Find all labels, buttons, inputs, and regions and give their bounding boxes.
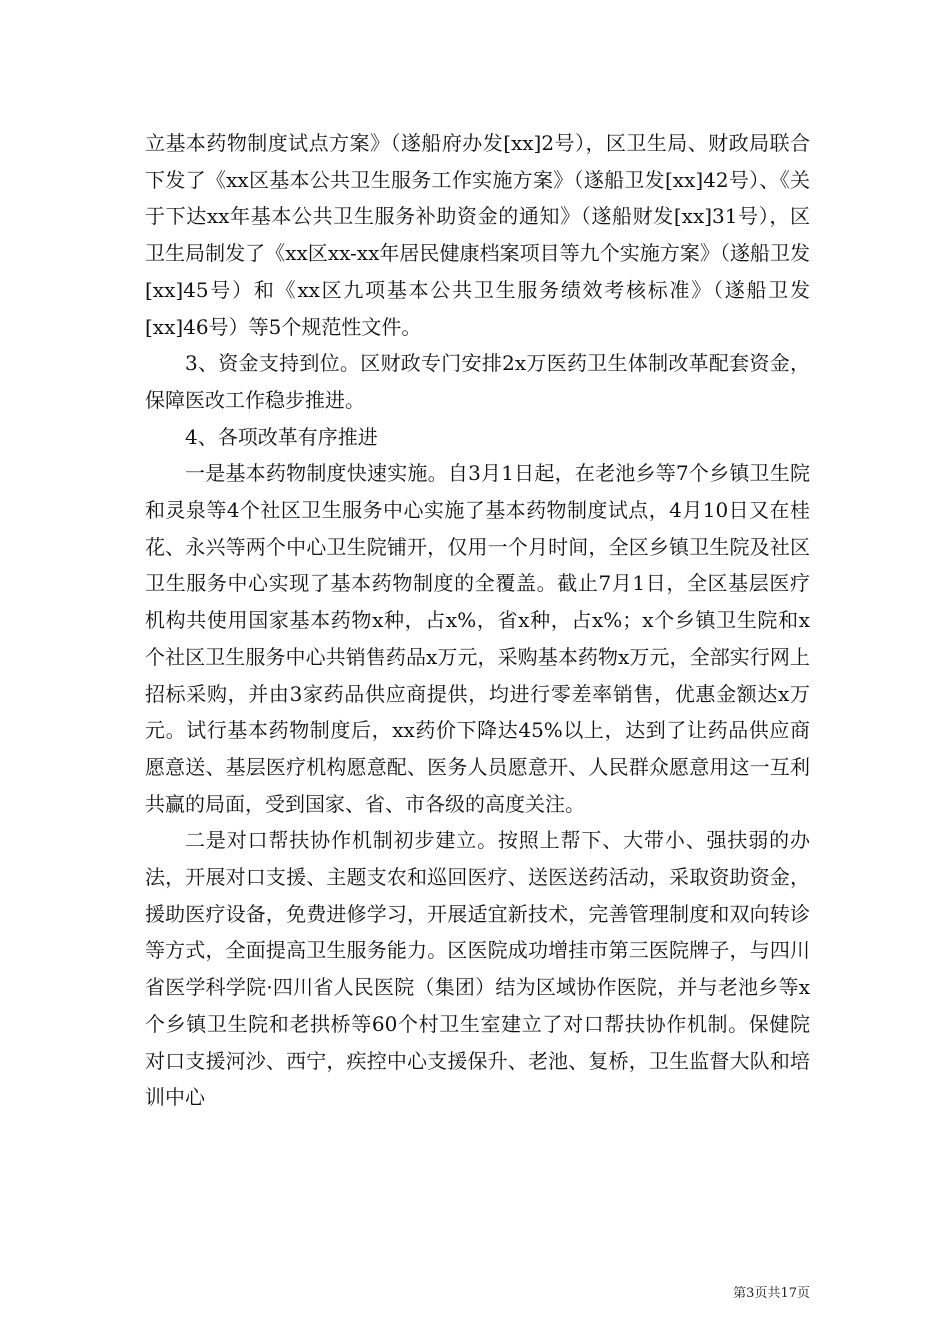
paragraph-4: 一是基本药物制度快速实施。自3月1日起，在老池乡等7个乡镇卫生院和灵泉等4个社区卫生服务中心实施了基本药物制度试点，4月10日又在桂花、永兴等两个中心卫生院铺开，仅用一个月时间，全区乡镇卫生院及社区卫生服务中心实现了基本药物制度的全覆盖。截止7月1日，全区基层医疗机构共使用国家基本药物x种，占x%，省x种，占x%；x个乡镇卫生院和x个社区卫生服务中心共销售药品x万元，采购基本药物x万元，全部实行网上招标采购，并由3家药品供应商提供，均进行零差率销售，优惠金额达x万元。试行基本药物制度后，xx药价下降达45%以上，达到了让药品供应商愿意送、基层医疗机构愿意配、医务人员愿意开、人民群众愿意用这一互利共赢的局面，受到国家、省、市各级的高度关注。 bbox=[145, 461, 810, 816]
paragraph-3: 4、各项改革有序推进 bbox=[185, 424, 378, 449]
paragraph-1: 立基本药物制度试点方案》（遂船府办发[xx]2号），区卫生局、财政局联合下发了《xx区基本公共卫生服务工作实施方案》（遂船卫发[xx]42号）、《关于下达xx年基本公共卫生服务补助资金的通知》（遂船财发[xx]31号），区卫生局制发了《xx区xx-xx年居民健康档案项目等九个实施方案》（遂船卫发[xx]45号）和《xx区九项基本公共卫生服务绩效考核标准》（遂船卫发[xx]46号）等5个规范性文件。 bbox=[145, 131, 810, 339]
paragraph-2: 3、资金支持到位。区财政专门安排2x万医药卫生体制改革配套资金，保障医改工作稳步推进。 bbox=[145, 351, 810, 412]
paragraph-5: 二是对口帮扶协作机制初步建立。按照上帮下、大带小、强扶弱的办法，开展对口支援、主题支农和巡回医疗、送医送药活动，采取资助资金，援助医疗设备，免费进修学习，开展适宜新技术，完善管理制度和双向转诊等方式，全面提高卫生服务能力。区医院成功增挂市第三医院牌子，与四川省医学科学院·四川省人民医院（集团）结为区域协作医院，并与老池乡等x个乡镇卫生院和老拱桥等60个村卫生室建立了对口帮扶协作机制。保健院对口支援河沙、西宁，疾控中心支援保升、老池、复桥，卫生监督大队和培训中心 bbox=[145, 828, 810, 1110]
page-number-footer: 第3页共17页 bbox=[733, 1286, 810, 1301]
document-body bbox=[145, 125, 810, 1116]
